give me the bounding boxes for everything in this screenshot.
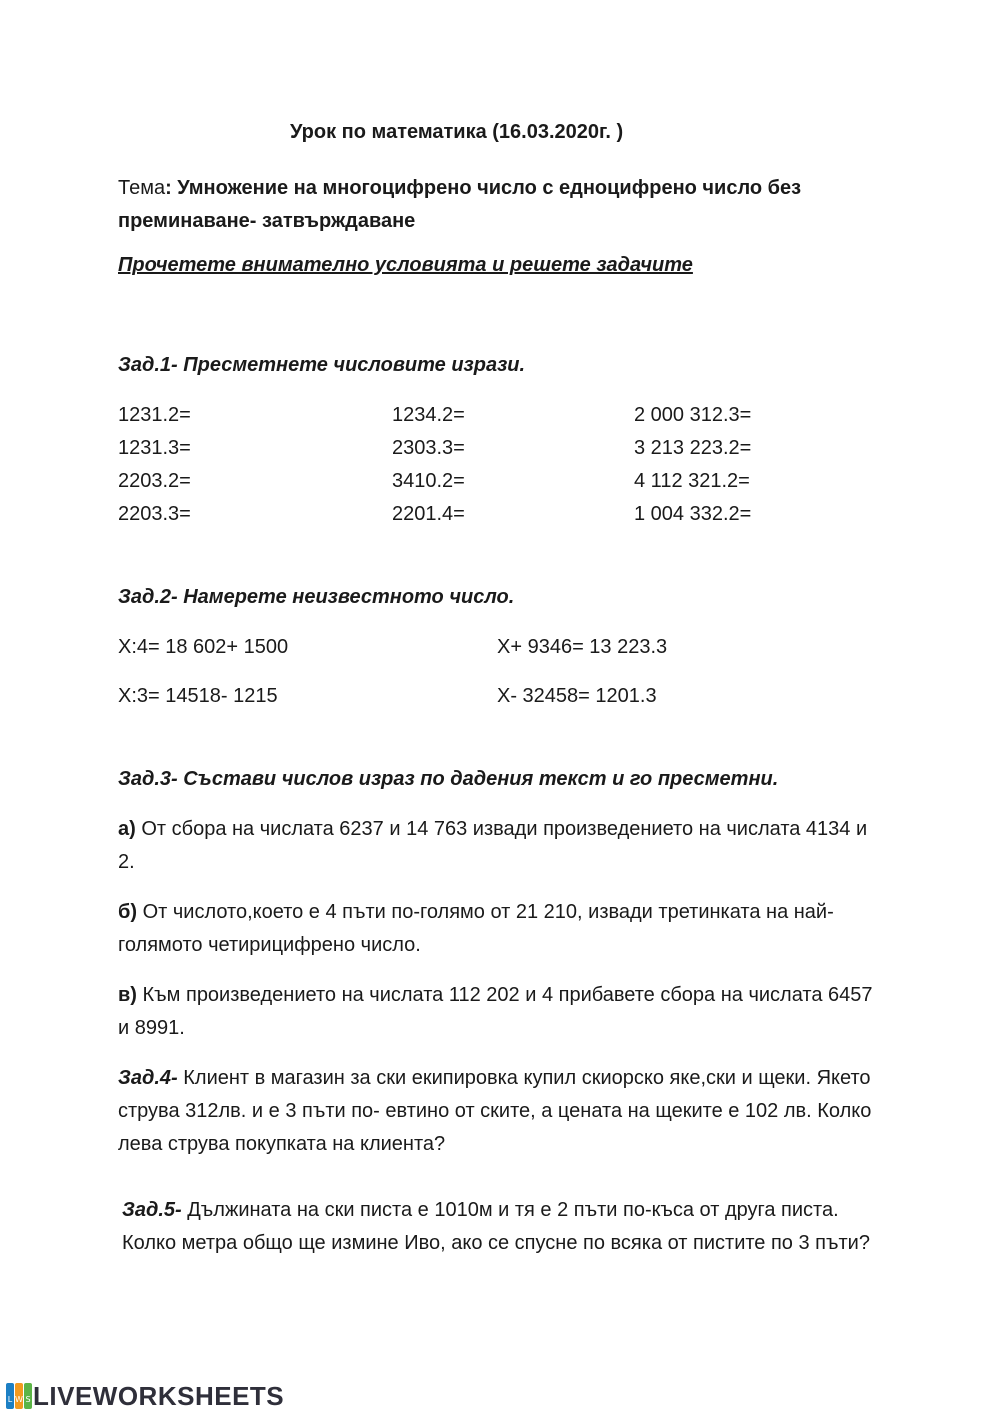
task1-expression: 2 000 312.3=: [634, 404, 752, 426]
task3-part-b: [118, 896, 888, 962]
part-b-label: б): [118, 901, 138, 923]
task1-expression: 3 213 223.2=: [634, 437, 752, 459]
part-a-label: а): [118, 818, 136, 840]
task3-part-c: [118, 979, 888, 1045]
topic-label: Тема: [118, 177, 166, 199]
task3-heading: Зад.3- Състави числов израз по дадения текст и го пресметни.: [118, 768, 779, 790]
task1-expression: 1234.2=: [392, 404, 465, 426]
instruction-text: Прочетете внимателно условията и решете задачите: [118, 254, 693, 276]
liveworksheets-logo-icon: [5, 1382, 33, 1410]
task2-equation: X:4= 18 602+ 1500: [118, 636, 289, 658]
part-c-text: Към произведението на числата 112 202 и 4 прибавете сбора на числата 6457 и 8991.: [118, 984, 873, 1039]
part-a-text: От сбора на числата 6237 и 14 763 извади произведението на числата 4134 и 2.: [118, 818, 868, 873]
task3-part-a: [118, 813, 888, 879]
part-c-label: в): [118, 984, 137, 1006]
task5-label: Зад.5-: [122, 1199, 182, 1221]
task1-expression: 4 112 321.2=: [634, 470, 750, 492]
task1-expression: 2303.3=: [392, 437, 465, 459]
task2-heading: Зад.2- Намерете неизвестното число.: [118, 586, 515, 608]
part-b-text: От числото,което е 4 пъти по-голямо от 21 210, извади третинката на най-голямото четирицифрено число.: [118, 901, 834, 956]
task4-text: Клиент в магазин за ски екипировка купил скиорско яке,ски и щеки. Якето струва 312лв. и е 3 пъти по- евтино от ските, а цената на щеките е 102 лв. Колко лева струва покупката на клиента?: [118, 1067, 872, 1155]
task2-equation: X- 32458= 1201.3: [497, 685, 657, 707]
task1-expression: 3410.2=: [392, 470, 465, 492]
task2-equation: X:3= 14518- 1215: [118, 685, 278, 707]
task5-text: Дължината на ски писта е 1010м и тя е 2 пъти по-къса от друга писта. Колко метра общо ще измине Иво, ако се спусне по всяка от пистите по 3 пъти?: [122, 1199, 870, 1254]
task5: [122, 1194, 892, 1260]
lesson-topic: [118, 172, 898, 238]
task4-label: Зад.4-: [118, 1067, 178, 1089]
logo-text: LIVEWORKSHEETS: [33, 1380, 285, 1411]
logo-icon-letter-w: W: [15, 1395, 23, 1404]
task2-equation: X+ 9346= 13 223.3: [497, 636, 668, 658]
task1-expression: 2203.2=: [118, 470, 191, 492]
task1-expression: 2201.4=: [392, 503, 465, 525]
task1-heading: Зад.1- Пресметнете числовите изрази.: [118, 354, 526, 376]
logo-icon-letter-l: L: [7, 1395, 13, 1404]
task1-expression: 1231.2=: [118, 404, 191, 426]
task1-expression: 1231.3=: [118, 437, 191, 459]
topic-text: : Умножение на многоцифрено число с едноцифрено число без преминаване- затвърждаване: [118, 177, 802, 232]
task1-expression: 2203.3=: [118, 503, 191, 525]
liveworksheets-logo: [5, 1380, 284, 1412]
task4: [118, 1062, 888, 1161]
task1-expression: 1 004 332.2=: [634, 503, 752, 525]
lesson-title: Урок по математика (16.03.2020г. ): [290, 121, 624, 143]
logo-icon-letter-s: S: [25, 1395, 31, 1404]
